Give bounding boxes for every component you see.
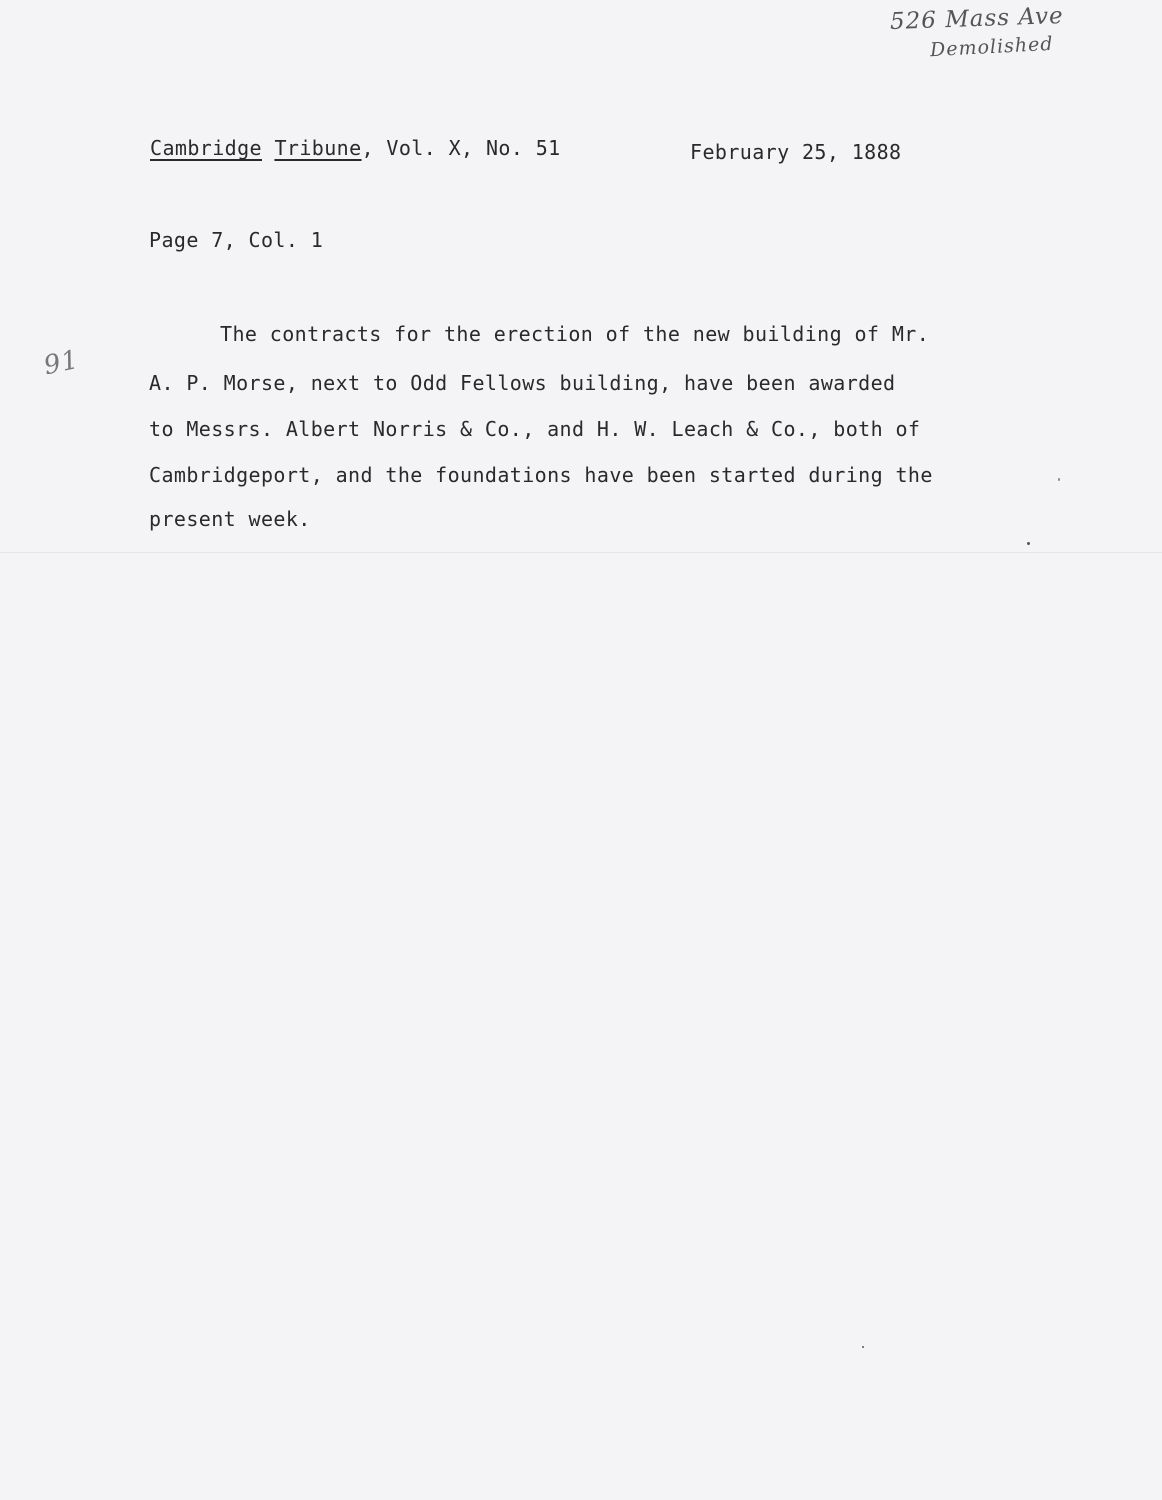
newspaper-name-part1: Cambridge <box>150 136 262 160</box>
body-line-1: The contracts for the erection of the new building of Mr. <box>220 322 930 346</box>
page-column-reference: Page 7, Col. 1 <box>149 228 324 252</box>
ink-speck <box>862 1346 864 1348</box>
volume-number: , Vol. X, No. 51 <box>361 136 561 160</box>
body-line-3: to Messrs. Albert Norris & Co., and H. W. Leach & Co., both of <box>149 417 921 441</box>
handwritten-margin-mark: 91 <box>41 344 82 382</box>
body-line-4: Cambridgeport, and the foundations have been started during the <box>149 463 933 487</box>
handwritten-status: Demolished <box>929 32 1054 62</box>
newspaper-name-part2: Tribune <box>274 136 362 160</box>
ink-speck <box>1058 478 1060 481</box>
handwritten-address: 526 Mass Ave <box>889 2 1065 36</box>
body-line-5: present week. <box>149 507 311 531</box>
body-line-2: A. P. Morse, next to Odd Fellows building, have been awarded <box>149 371 896 395</box>
citation-header <box>150 136 561 160</box>
page-fold-line <box>0 552 1162 553</box>
citation-date: February 25, 1888 <box>690 140 902 164</box>
ink-speck <box>1027 542 1030 545</box>
